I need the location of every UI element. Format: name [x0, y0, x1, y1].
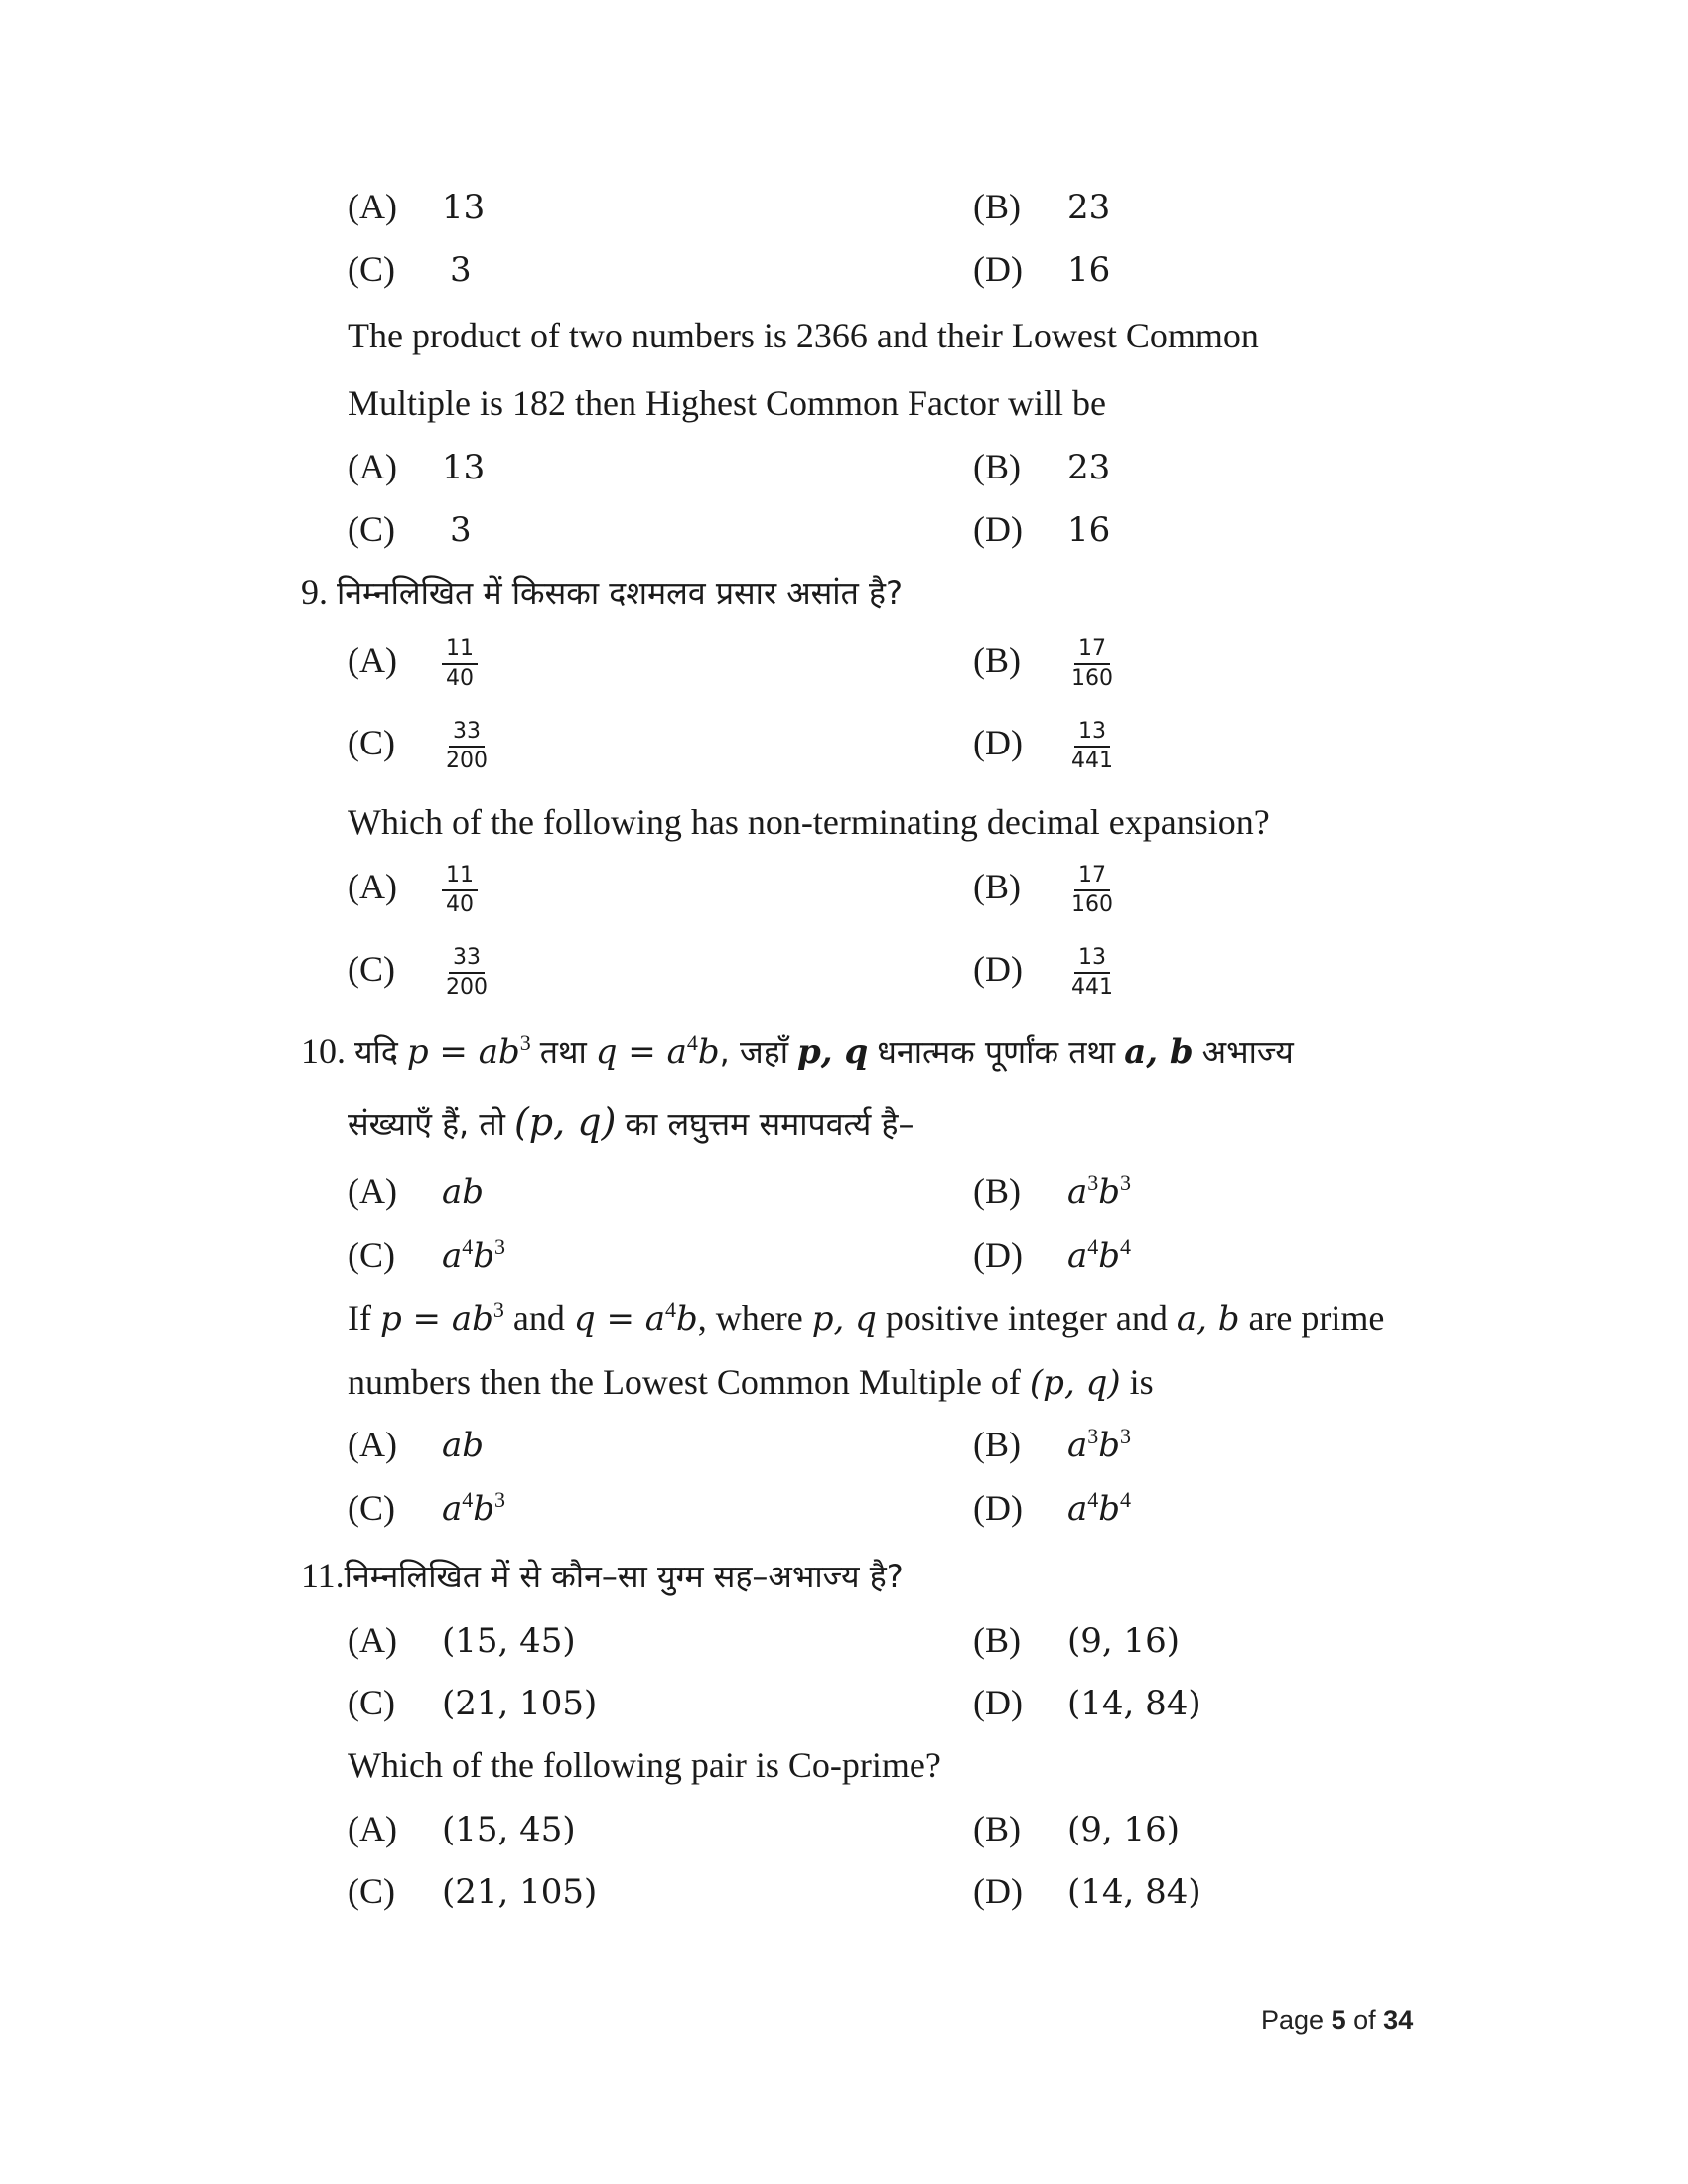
q8-english-option-d: [973, 507, 1110, 552]
q9-english-option-c: [348, 944, 492, 1002]
numerator: 11: [442, 862, 478, 891]
math-expression: a: [1067, 1426, 1088, 1465]
option-value: (9, 16): [1067, 1810, 1181, 1849]
q9-hindi-option-c: [348, 718, 492, 775]
option-value: (21, 105): [442, 1872, 598, 1912]
math-expression: q = a: [573, 1299, 666, 1339]
option-value: 16: [1067, 510, 1111, 550]
numerator: 33: [449, 718, 485, 748]
option-label: (D): [973, 509, 1023, 549]
option-label: (C): [348, 723, 395, 763]
option-value: (21, 105): [442, 1684, 598, 1723]
q11-english-option-d: [973, 1869, 1201, 1914]
hindi-text: का लघुत्तम समापवर्त्य है–: [625, 1105, 914, 1143]
option-value: ab: [442, 1172, 485, 1212]
option-label: (A): [348, 447, 397, 486]
text: is: [1129, 1362, 1154, 1402]
option-label: (B): [973, 1171, 1021, 1211]
q10-english-option-a: [348, 1423, 484, 1467]
exponent: 3: [1087, 1170, 1099, 1195]
hindi-text: धनात्मक पूर्णांक तथा: [877, 1033, 1116, 1071]
option-value: ab: [442, 1426, 485, 1465]
option-label: (D): [973, 723, 1023, 763]
q10-hindi-option-c: [348, 1233, 505, 1278]
q9-english-option-d: [973, 944, 1117, 1002]
exponent: 3: [1087, 1424, 1099, 1448]
text: and: [512, 1298, 565, 1338]
option-value: (14, 84): [1067, 1872, 1201, 1912]
text: positive integer and: [885, 1298, 1168, 1338]
option-label: (A): [348, 1425, 397, 1464]
q11-hindi-option-c: [348, 1681, 597, 1725]
math-expression: a: [442, 1489, 463, 1529]
option-label: (B): [973, 640, 1021, 681]
exponent: 3: [492, 1297, 504, 1322]
fraction: [442, 944, 492, 1002]
math-expression: p = ab: [379, 1299, 493, 1339]
question-number: 9.: [301, 572, 328, 612]
text: , where: [697, 1298, 803, 1338]
exponent: 4: [1087, 1234, 1099, 1259]
option-label: (C): [348, 1488, 395, 1528]
math-expression: b: [1098, 1426, 1121, 1465]
page-word: Page: [1261, 2005, 1325, 2035]
option-label: (A): [348, 1620, 397, 1660]
q8-english-line1: The product of two numbers is 2366 and their Lowest Common: [348, 316, 1259, 355]
q8-english-option-b: [973, 445, 1110, 489]
q8-hindi-option-c: [348, 247, 472, 292]
option-label: (A): [348, 867, 397, 907]
fraction: [1067, 635, 1117, 693]
q8-hindi-option-d: [973, 247, 1110, 292]
q11-english-option-a: [348, 1807, 576, 1851]
math-expression: p, q: [811, 1299, 877, 1339]
denominator: 441: [1071, 975, 1113, 1000]
math-expression: a: [1067, 1489, 1088, 1529]
q10-english-line1: [348, 1297, 1384, 1341]
math-expression: b: [1098, 1236, 1121, 1276]
option-label: (A): [348, 640, 397, 681]
math-expression: b: [473, 1236, 495, 1276]
question-text: निम्नलिखित में किसका दशमलव प्रसार असांत है?: [337, 574, 903, 612]
fraction: [1067, 718, 1117, 775]
question-text: निम्नलिखित में से कौन–सा युग्म सह–अभाज्य है?: [344, 1558, 904, 1595]
q8-hindi-option-a: [348, 185, 485, 229]
option-label: (B): [973, 867, 1021, 907]
option-value: (9, 16): [1067, 1621, 1181, 1661]
page-number: 5: [1331, 2005, 1346, 2035]
q10-hindi-line2: [348, 1100, 914, 1146]
option-value: 16: [1067, 250, 1111, 290]
math-expression: a: [1067, 1172, 1088, 1212]
hindi-text: यदि: [354, 1033, 398, 1071]
math-expression: (p, q): [1029, 1363, 1121, 1403]
text: are prime: [1248, 1298, 1385, 1338]
q8-english-option-c: [348, 507, 472, 552]
q9-hindi-option-d: [973, 718, 1117, 775]
option-label: (C): [348, 1871, 395, 1911]
option-label: (B): [973, 1809, 1021, 1848]
q11-english: Which of the following pair is Co-prime?: [348, 1745, 941, 1785]
q9-hindi-option-a: [348, 635, 478, 693]
denominator: 40: [446, 666, 474, 691]
denominator: 40: [446, 892, 474, 917]
denominator: 160: [1071, 892, 1113, 917]
q8-english-line2: Multiple is 182 then Highest Common Factor will be: [348, 383, 1106, 423]
option-label: (C): [348, 509, 395, 549]
q10-english-option-b: [973, 1423, 1131, 1467]
option-label: (D): [973, 1488, 1023, 1528]
q8-english-option-a: [348, 445, 485, 489]
math-expression: p, q: [797, 1032, 869, 1072]
numerator: 17: [1074, 635, 1110, 665]
total-pages: 34: [1383, 2005, 1414, 2035]
math-expression: p = ab: [406, 1032, 520, 1072]
q9-english: Which of the following has non-terminating decimal expansion?: [348, 802, 1270, 842]
exponent: 3: [494, 1234, 506, 1259]
q9-english-option-a: [348, 862, 478, 919]
math-expression: (p, q): [513, 1100, 617, 1144]
q9-hindi: [301, 570, 903, 614]
q11-english-option-b: [973, 1807, 1180, 1851]
option-label: (D): [973, 1683, 1023, 1722]
option-label: (D): [973, 1235, 1023, 1275]
exponent: 4: [462, 1487, 474, 1512]
q10-hindi-option-a: [348, 1169, 484, 1214]
q8-hindi-option-b: [973, 185, 1110, 229]
numerator: 17: [1074, 862, 1110, 891]
q11-hindi-option-d: [973, 1681, 1201, 1725]
q10-hindi-option-b: [973, 1169, 1131, 1214]
denominator: 200: [446, 749, 488, 773]
option-label: (A): [348, 1809, 397, 1848]
math-expression: b: [676, 1299, 698, 1339]
math-expression: b: [697, 1032, 720, 1072]
exponent: 3: [519, 1030, 531, 1055]
hindi-text: संख्याएँ हैं, तो: [348, 1105, 505, 1143]
fraction: [442, 635, 478, 693]
option-label: (C): [348, 249, 395, 289]
option-value: (14, 84): [1067, 1684, 1201, 1723]
q11-hindi-option-b: [973, 1618, 1180, 1663]
option-label: (D): [973, 949, 1023, 990]
q11-hindi-option-a: [348, 1618, 576, 1663]
numerator: 33: [449, 944, 485, 974]
math-expression: a: [1067, 1236, 1088, 1276]
option-value: 3: [450, 510, 472, 550]
option-label: (D): [973, 1871, 1023, 1911]
q11-hindi: [301, 1554, 904, 1598]
hindi-text: अभाज्य: [1201, 1033, 1294, 1071]
q10-english-option-c: [348, 1486, 505, 1531]
q10-hindi-option-d: [973, 1233, 1131, 1278]
hindi-text: तथा: [539, 1033, 587, 1071]
math-expression: a: [442, 1236, 463, 1276]
text: If: [348, 1298, 371, 1338]
page-footer: [1261, 2005, 1413, 2036]
q10-english-option-d: [973, 1486, 1131, 1531]
math-expression: a, b: [1124, 1032, 1194, 1072]
option-label: (B): [973, 187, 1021, 226]
option-label: (D): [973, 249, 1023, 289]
fraction: [1067, 862, 1117, 919]
numerator: 11: [442, 635, 478, 665]
option-label: (A): [348, 187, 397, 226]
denominator: 441: [1071, 749, 1113, 773]
exponent: 3: [1120, 1424, 1132, 1448]
option-label: (B): [973, 1425, 1021, 1464]
option-label: (A): [348, 1171, 397, 1211]
option-value: (15, 45): [442, 1810, 576, 1849]
q9-hindi-option-b: [973, 635, 1117, 693]
question-number: 11.: [301, 1556, 345, 1595]
fraction: [1067, 944, 1117, 1002]
exponent: 4: [1120, 1234, 1132, 1259]
question-number: 10.: [301, 1031, 346, 1071]
math-expression: b: [473, 1489, 495, 1529]
numerator: 13: [1074, 718, 1110, 748]
text: numbers then the Lowest Common Multiple of: [348, 1362, 1021, 1402]
math-expression: a, b: [1176, 1299, 1240, 1339]
option-value: 13: [442, 448, 486, 487]
numerator: 13: [1074, 944, 1110, 974]
option-value: 13: [442, 188, 486, 227]
option-value: 3: [450, 250, 472, 290]
exponent: 3: [1120, 1170, 1132, 1195]
exponent: 3: [494, 1487, 506, 1512]
option-value: (15, 45): [442, 1621, 576, 1661]
option-label: (C): [348, 1683, 395, 1722]
q11-english-option-c: [348, 1869, 597, 1914]
exponent: 4: [1120, 1487, 1132, 1512]
hindi-text: , जहाँ: [719, 1033, 789, 1071]
option-value: 23: [1067, 448, 1111, 487]
exponent: 4: [462, 1234, 474, 1259]
option-label: (B): [973, 1620, 1021, 1660]
exponent: 4: [665, 1297, 677, 1322]
q10-hindi-line1: [301, 1029, 1294, 1074]
of-word: of: [1353, 2005, 1376, 2035]
math-expression: q = a: [595, 1032, 687, 1072]
fraction: [442, 862, 478, 919]
option-label: (B): [973, 447, 1021, 486]
option-value: 23: [1067, 188, 1111, 227]
exponent: 4: [686, 1030, 698, 1055]
option-label: (C): [348, 949, 395, 990]
q10-english-line2: [348, 1360, 1154, 1405]
q9-english-option-b: [973, 862, 1117, 919]
option-label: (C): [348, 1235, 395, 1275]
denominator: 200: [446, 975, 488, 1000]
math-expression: b: [1098, 1489, 1121, 1529]
math-expression: b: [1098, 1172, 1121, 1212]
fraction: [442, 718, 492, 775]
denominator: 160: [1071, 666, 1113, 691]
exponent: 4: [1087, 1487, 1099, 1512]
